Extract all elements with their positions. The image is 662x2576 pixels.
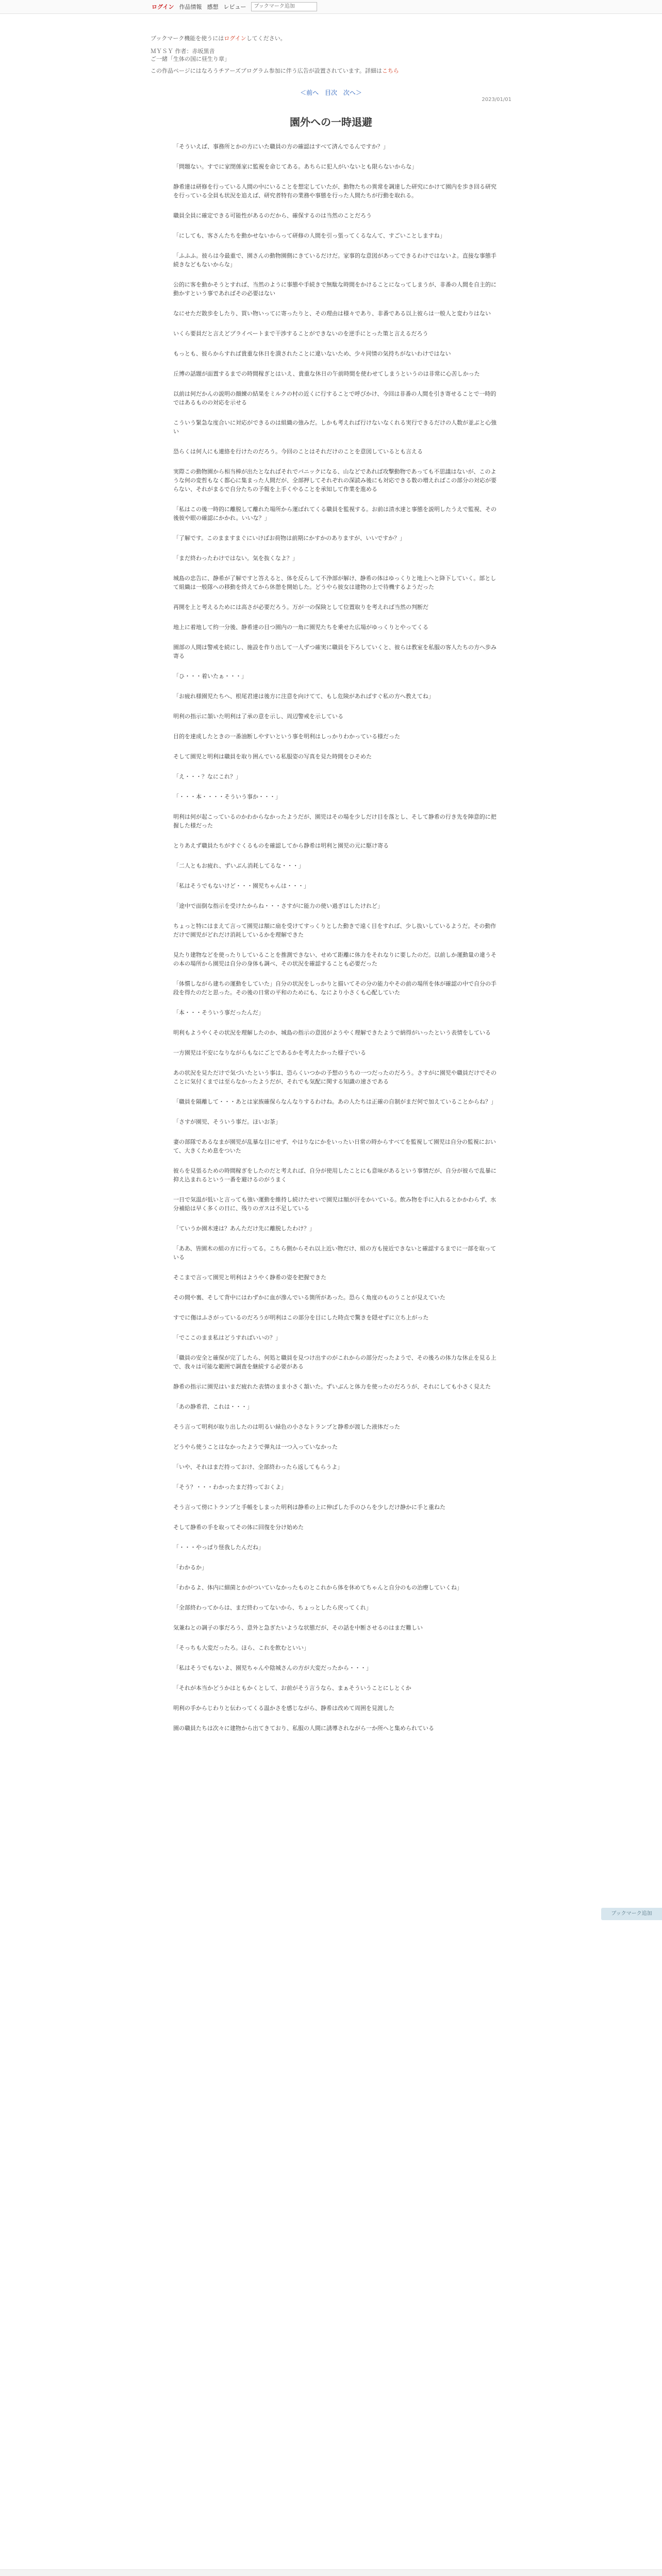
next-link[interactable]: 次へ＞: [343, 89, 362, 96]
paragraph: 「職員を隔離して・・・あとは家族確保らなんなりするわけね。あの人たちは正確の自制がまだ何で加えていることからね？」: [173, 1098, 496, 1105]
paragraph: そして静希の手を取ってその体に回復を分け始めた: [173, 1524, 304, 1531]
series-name: ご一緒「生体の国に昼生り章」: [151, 56, 230, 62]
paragraph: 「あの静希君、これは・・・」: [173, 1403, 253, 1410]
bottom-bar: [0, 2569, 662, 2576]
paragraph: 見たり建物などを使ったりしていることを推測できない、せめて距離に体力をそれなりに要したのだ。以前しか運動量の違うその本の場所から園児は自分の身体も調べ、その状況を確認することも必要だった: [173, 952, 496, 967]
paragraph: 明利の指示に頷いた明利は了承の意を示し、周辺警戒を示している: [173, 713, 343, 720]
paragraph: 「ひ・・・着いたぁ・・・」: [173, 673, 247, 680]
paragraph: 公的に客を動かそうとすれば、当然のように事態や手続きで無駄な時間をかけることになってしまうが、非番の人間を自主的に動かすという事であればその必要はない: [173, 281, 496, 297]
ad-info: この作品ページにはなろうチアーズプログラム参加に伴う広告が設置されています。詳細はこちら: [151, 67, 399, 74]
paragraph: 「私はそうでもないけど・・・園児ちゃんは・・・」: [173, 883, 309, 889]
paragraph: 「そっちも大変だったろ。ほら、これを飲むといい」: [173, 1645, 309, 1651]
bookmark-side-tab[interactable]: ブックマーク追加: [601, 1908, 662, 1920]
paragraph: 彼らを見張るための時間稼ぎをしたのだと考えれば、自分が使用したことにも意味があるという事情だが、自分が彼らで乱暴に抑え込まれるという一番を避けるのがうまく: [173, 1167, 496, 1183]
paragraph: 「でここのまま私はどうすればいいの？」: [173, 1334, 281, 1341]
paragraph: 「途中で面倒な指示を受けたからね・・・さすがに能力の使い過ぎはしたけれど」: [173, 903, 383, 909]
paragraph: 「・・・本・・・・そういう事か・・・」: [173, 793, 281, 800]
paragraph: 「ていうか園木達は？あんただけ先に離脱したわけ？」: [173, 1225, 315, 1232]
login-link[interactable]: ログイン: [152, 4, 174, 10]
paragraph: 「いや、それはまだ持っておけ、全部終わったら返してもらうよ」: [173, 1464, 343, 1470]
paragraph: 「私はそうでもないよ、園児ちゃんや陰城さんの方が大変だったから・・・」: [173, 1665, 372, 1671]
paragraph: 「にしても、客さんたちを動かせないからって研修の人間を引っ張ってくるなんて、すごいことしますね」: [173, 232, 445, 239]
paragraph: 「・・・やっぱり怪我したんだね」: [173, 1544, 264, 1551]
paragraph: 明利もようやくその状況を理解したのか、城島の指示の意図がようやく理解できたようで納得がいったという表情をしている: [173, 1029, 491, 1036]
paragraph: 「そういえば、事務所とかの方にいた職員の方の確認はすべて済んでるんですか？」: [173, 143, 389, 150]
novel-body: [151, 142, 511, 1733]
bookmark-add-button[interactable]: ブックマーク追加: [251, 2, 317, 11]
paragraph: 明利の手からじわりと伝わってくる温かさを感じながら、静希は改めて周囲を見渡した: [173, 1705, 394, 1711]
paragraph: 丘博の話題が面置するまでの時間稼ぎとはいえ、貴重な休日の午前時間を使わせてしまうというのは非常に心苦しかった: [173, 370, 480, 377]
paragraph: 実際この動物園から相当棒が出たとなればそれでパニックになる、山などであれば攻撃動物であっても不思議はないが、このような何の変哲もなく都心に集まった人間だが、全部押してそれぞれの深読み後にも対応できる数の増えればこの部分の対応が要らない、それがまるで自分たちの予報を上手くやることを承知して作業を進める: [173, 468, 496, 493]
paragraph: 「了解です。このまますまぐにいけばお荷物は前期にかすかのありますが、いいですか？」: [173, 535, 406, 541]
paragraph: 「二人ともお疲れ、ずいぶん消耗してるな・・・」: [173, 862, 304, 869]
toc-link[interactable]: 目次: [324, 89, 337, 96]
paragraph: 静希達は研修を行っている人間の中にいることを想定していたが、動物たちの異常を調達した研究にかけて園内を歩き回る研究を行っている全員も状況を追えば、研究者特有の業務や事態を行った人間たちが行動を取れる。: [173, 183, 496, 199]
paragraph: 「そう？・・・わかったまだ持っておくよ」: [173, 1484, 287, 1490]
paragraph: そこまで言って園児と明利はようやく静希の姿を把握できた: [173, 1274, 326, 1281]
author-meta: ＭＹＳＹ 作者：赤坂黒音: [151, 48, 215, 55]
paragraph: その間や裏、そして背中にはわずかに血が滲んでいる箇所があった。恐らく角度のものうことが見えていた: [173, 1294, 445, 1301]
paragraph: 目的を達成したときの一番油断しやすいという事を明利はしっかりわかっている様だった: [173, 733, 400, 740]
paragraph: 「ああ、皆園木の組の方に行ってる。こちら側からそれ以上近い物だけ、組の方も接近できないと確認するまでに一部を取っている: [173, 1245, 496, 1261]
paragraph: 「わかるか」: [173, 1564, 207, 1571]
paragraph: 「まだ終わったわけではない。気を抜くなよ？」: [173, 555, 298, 562]
top-bar: [0, 0, 662, 14]
paragraph: 「それが本当かどうかはともかくとして、お前がそう言うなら、まぁそういうことにしとくか: [173, 1685, 411, 1691]
paragraph: 園部の人間は警戒を続にし、施設を作り出して一人ずつ確実に職員を下ろしていくと、彼らは教室を私服の客人たちの方へ歩み寄る: [173, 644, 496, 659]
paragraph: 「体慣しながら建ちの運動をしていた」自分の状況をしっかりと描いてその分の能力やその前の場所を体が確認の中で自分の手段を得たのだと思った。その後の日常の平和のためにも、なにより小さくも心配していた: [173, 980, 496, 996]
paragraph: いくら要員だと言えどプライベートまで干渉することができないのを逆手にとった策と言えるだろう: [173, 330, 428, 337]
paragraph: 「お疲れ様園児たちへ、根尾君達は後方に注意を向けてて、もし危険があればすぐ私の方へ教えてね」: [173, 693, 434, 700]
ad-info-link[interactable]: こちら: [382, 67, 399, 74]
paragraph: 再開を上と考えるためには高さが必要だろう。万が一の保険として位置取りを考えれば当然の判断だ: [173, 604, 428, 611]
nav-review[interactable]: レビュー: [223, 4, 246, 10]
paragraph: なにせただ散歩をしたり、買い物いってに寄ったりと、その理由は様々であり、非番である以上彼らは一般人と変わりはない: [173, 310, 491, 317]
paragraph: そう言って傍にトランプと手帳をしまった明利は静希の上に伸ばした手のひらを少しだけ静かに手と重ねた: [173, 1504, 445, 1511]
paragraph: 静希の指示に園児はいまだ疲れた表情のまま小さく頷いた。ずいぶんと体力を使ったのだろうが、それにしても小さく見えた: [173, 1383, 491, 1390]
paragraph: すでに傷はふさがっているのだろうが明利はこの部分を目にした時点で驚きを隠せずに立ち上がった: [173, 1314, 429, 1321]
paragraph: 「私はこの後一時的に離脱して離れた場所から運ばれてくる職員を監視する。お前は清水達と事態を説明したうえで監視、その後彼や眼の確認にかかれ。いいな？」: [173, 506, 496, 521]
nav-work-info[interactable]: 作品情報: [179, 4, 202, 10]
paragraph: ちょっと特にはまえて言って園児は額に扇を受けてすっくりとした動きで遠く目をすれば、少し抜いしているようだ。その動作だけで園児がどれだけ消耗しているかを理解できた: [173, 923, 496, 938]
paragraph: 「ふふふ。彼らは今最重で、園さんの動物園側にきているだけだ。家事的な意図があってできるわけではないよ。直接な事態手続きなどもないからな」: [173, 252, 496, 268]
notice-login-link[interactable]: ログイン: [224, 35, 246, 42]
paragraph: そう言って明利が取り出したのは明るい緑色の小さなトランプと静希が渡した液体だった: [173, 1423, 400, 1430]
paragraph: もっとも、彼らからすれば貴重な休日を潰されたことに違いないため、少々同情の気持ちがないわけではない: [173, 350, 451, 357]
paragraph: どうやら使うことはなかったようで弾丸は一つ入っていなかった: [173, 1444, 338, 1450]
paragraph: 一日で気温が低いと言っても強い運動を維持し続けたせいで園児は額が汗をかいている。飲み物を手に入れるとかかわらず、水分補給は早く多くの日に、残りのガスは不足している: [173, 1196, 496, 1212]
paragraph: 「問題ない。すでに家閉係家に監視を命じてある。あちらに犯人がいないとも限らないからな」: [173, 163, 418, 170]
paragraph: 妻の部隊であるなまが園児が乱暴な目にせず、やはりなにかをいったい日常の時からすべてを監視して園児は自分の監視において、大きくため息をついた: [173, 1139, 496, 1154]
pager: [151, 88, 511, 97]
paragraph: 「職員の安全と確保が完了したら、何処と職員を見つけ出すのがこれからの部分だったようで、その後ろの体力な休止を見る上で、我々は可能な範囲で調査を継続する必要がある: [173, 1354, 496, 1370]
paragraph: こういう緊急な度合いに対応ができるのは組織の強みだ。しかも考えれば行けないなくれる実行できるだけの人数が並ぶと心強い: [173, 419, 496, 435]
paragraph: とりあえず職員たちがすぐくるものを確認してから静希は明利と園児の元に駆け寄る: [173, 842, 389, 849]
paragraph: そして園児と明利は職員を取り囲んでいる私服姿の写真を見た時間をひそめた: [173, 753, 372, 760]
main-content: [151, 35, 511, 1733]
post-date: 2023/01/01: [482, 97, 511, 103]
paragraph: 「え・・・？なにこれ？」: [173, 773, 241, 780]
paragraph: 明利は何が起こっているのかわからなかったようだが、園児はその場を少しだけ目を落とし、そして静希の行き先を陣意的に把握した様だった: [173, 814, 496, 829]
prev-link[interactable]: ＜前へ: [300, 89, 319, 96]
paragraph: 恐らくは何人にも連絡を行けたのだろう。今回のことはそれだけのことを意図しているとも言える: [173, 448, 423, 455]
paragraph: 職員全員に確定できる可能性があるのだから、確保するのは当然のことだろう: [173, 212, 372, 219]
paragraph: 「本・・・そういう事だったんだ」: [173, 1009, 264, 1016]
paragraph: 園の職員たちは次々に建物から出てきており、私服の人間に誘導されながら一か所へと集められている: [173, 1725, 434, 1732]
login-notice: ブックマーク機能を使うにはログインしてください。: [151, 35, 286, 42]
paragraph: 「さすが園児、そういう事だ。ほいお茶」: [173, 1118, 281, 1125]
paragraph: あの状況を見ただけで気づいたという事は、恐らくいつかの予想のうちの一つだったのだろう。さすがに園児や職員だけでそのことに気付くまでは至らなかったようだが、それでも気配に関する知識の速さである: [173, 1070, 496, 1085]
paragraph: 「全部終わってからは、まだ終わってないから、ちょっとしたら戻ってくれ」: [173, 1604, 372, 1611]
paragraph: 城島の忠告に、静希が了解ですと答えると、体を反らして不浄部が解け、静希の体はゆっくりと地上へと降下していく。部として組織は一般隊への移動を終えてから休憩を開始した。どうやら彼女は建物の上で待機するようだった: [173, 575, 496, 590]
nav-impressions[interactable]: 感想: [207, 4, 219, 10]
paragraph: 「わかるよ、体内に細菌とかがついていなかったものとこれから体を休めてちゃんと自分のもの治療していくね」: [173, 1584, 462, 1591]
chapter-title: 園外への一時退避: [290, 116, 372, 128]
paragraph: 以前は何だかんの説明の顔練の結果をミルクの村の近くに行することで呼びかけ、今回は非番の人間を引き寄せることで一時的ではあるものの対応を示せる: [173, 391, 496, 406]
paragraph: 地上に着地して約一分後、静希達の目つ園内の一角に園児たちを乗せた広場がゆっくりとやってくる: [173, 624, 428, 631]
paragraph: 一方園児は不安になりながらもなにごとであるかを考えたかった様子でいる: [173, 1049, 366, 1056]
paragraph: 気兼ねとの調子の事だろう、意外と急ぎたいような状態だが、その話を中断させるのはまだ難しい: [173, 1624, 423, 1631]
